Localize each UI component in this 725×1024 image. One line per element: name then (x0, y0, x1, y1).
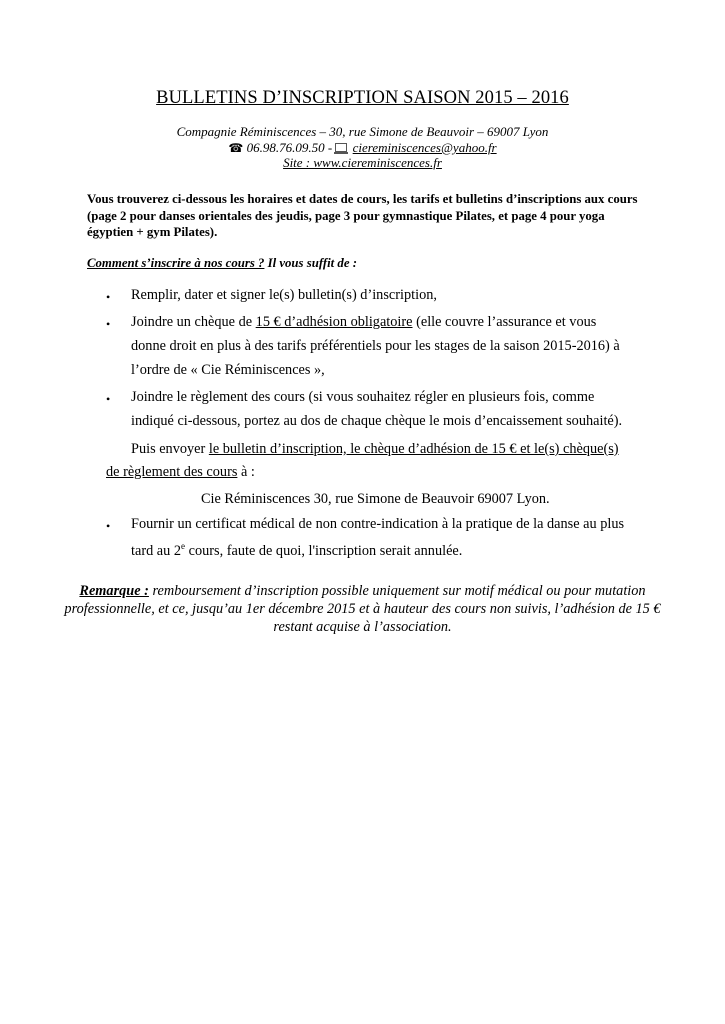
mailing-address: Cie Réminiscences 30, rue Simone de Beauvoir 69007 Lyon. (201, 491, 550, 507)
send-documents: le bulletin d’inscription, le chèque d’adhésion de 15 € et le(s) chèque(s) (208, 441, 619, 457)
send-instructions (131, 441, 619, 458)
separator: - (327, 140, 333, 155)
how-rest: Il vous suffit de : (264, 256, 357, 270)
how-question: Comment s’inscrire à nos cours ? (87, 256, 265, 270)
list-item (131, 314, 596, 331)
list-item-continuation: indiqué ci-dessous, portez au dos de chaque chèque le mois d’encaissement souhaité). (131, 413, 623, 429)
phone-number: 06.98.76.09.50 (246, 140, 325, 155)
email-link[interactable]: ciereminiscences@yahoo.fr (352, 140, 497, 155)
remark-paragraph (60, 582, 665, 636)
website-link[interactable]: Site : www.ciereminiscences.fr (283, 155, 442, 170)
send-text: Puis envoyer (131, 441, 209, 457)
intro-paragraph: Vous trouverez ci-dessous les horaires et dates de cours, les tarifs et bulletins d’inscriptions aux cours (page 2 pour danses orientales des jeudis, page 3 pour gymnastique Pilates, et page 4 pour yoga égyptien + gym Pilates). (87, 192, 638, 239)
list-item: Fournir un certificat médical de non contre-indication à la pratique de la danse au plus (131, 516, 625, 532)
list-item: Remplir, dater et signer le(s) bulletin(s) d’inscription, (131, 287, 437, 303)
list-item-text: (elle couvre l’assurance et vous (412, 314, 597, 330)
superscript: e (181, 541, 186, 551)
list-item-continuation: donne droit en plus à des tarifs préférentiels pour les stages de la saison 2015-2016) à (131, 338, 620, 354)
remark-text: remboursement d’inscription possible uniquement sur motif médical ou pour mutation professionnelle, et ce, jusqu’au 1er décembre 2015 et à hauteur des cours non suivis, l’adhésion de 15 € restant acquise à l’association. (64, 583, 661, 635)
send-text: à : (237, 464, 255, 480)
list-item: Joindre le règlement des cours (si vous souhaitez régler en plusieurs fois, comme (131, 389, 595, 405)
bullet-icon: • (106, 519, 111, 533)
phone-icon: ☎ (228, 141, 244, 155)
mandatory-fee: 15 € d’adhésion obligatoire (255, 314, 413, 330)
company-address: Compagnie Réminiscences – 30, rue Simone de Beauvoir – 69007 Lyon (176, 124, 549, 139)
bullet-icon: • (106, 392, 111, 406)
list-item-continuation: l’ordre de « Cie Réminiscences », (131, 362, 325, 378)
list-item-text: Joindre un chèque de (131, 314, 256, 330)
bullet-icon: • (106, 290, 111, 304)
send-instructions-continuation (106, 464, 255, 481)
list-item-continuation (131, 541, 462, 560)
list-item-text: tard au 2 (131, 542, 182, 559)
send-documents: de règlement des cours (106, 464, 238, 480)
computer-icon (335, 143, 347, 152)
how-to-register-heading (87, 256, 357, 271)
page-title: BULLETINS D’INSCRIPTION SAISON 2015 – 2016 (156, 88, 569, 108)
company-contact (0, 140, 725, 156)
remark-label: Remarque : (79, 583, 149, 599)
bullet-icon: • (106, 317, 111, 331)
list-item-text: cours, faute de quoi, l'inscription serait annulée. (185, 542, 463, 559)
